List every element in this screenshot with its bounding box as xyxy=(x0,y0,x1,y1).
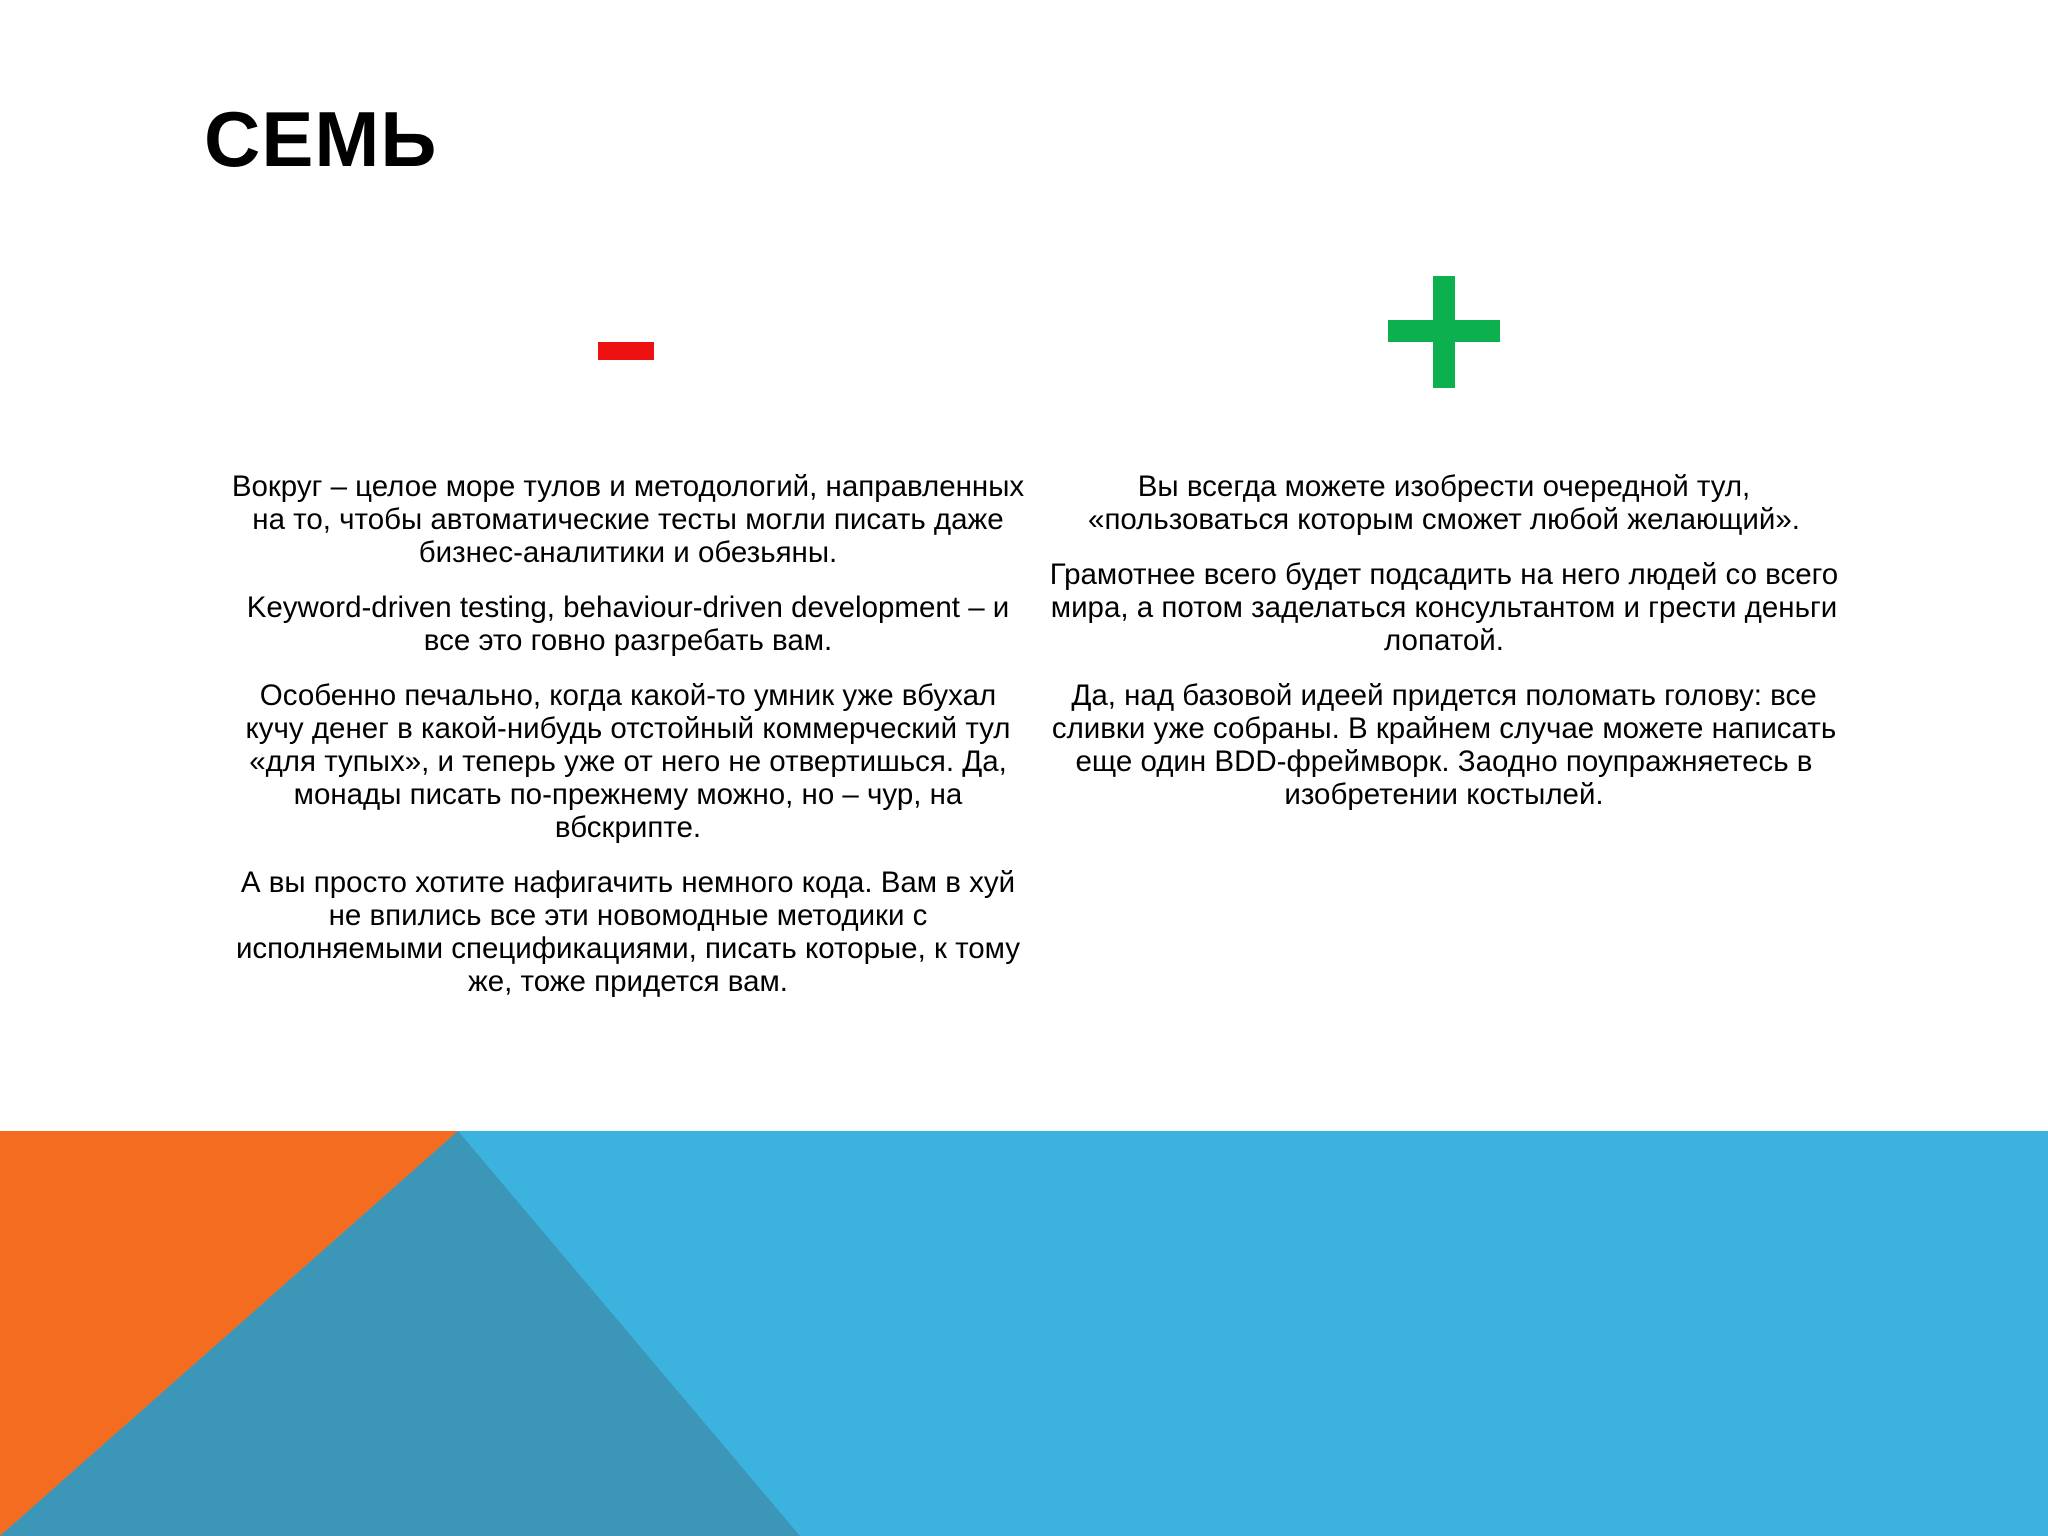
minus-icon xyxy=(598,342,654,360)
slide-title: СЕМЬ xyxy=(204,95,438,183)
cons-column xyxy=(228,470,1028,1020)
plus-icon-vertical-bar xyxy=(1433,276,1455,388)
cons-paragraph: Особенно печально, когда какой-то умник уже вбухал кучу денег в какой-нибудь отстойный коммерческий тул «для тупых», и теперь уже от него не отвертишься. Да, монады писать по-прежнему можно, но – чур, на вбскрипте. xyxy=(245,679,1011,844)
decorative-footer-band xyxy=(0,1131,2048,1536)
cons-paragraph: А вы просто хотите нафигачить немного кода. Вам в хуй не впились все эти новомодные методики с исполняемыми спецификациями, писать которые, к тому же, тоже придется вам. xyxy=(235,866,1021,998)
cons-paragraph: Вокруг – целое море тулов и методологий, направленных на то, чтобы автоматические тесты могли писать даже бизнес-аналитики и обезьяны. xyxy=(231,470,1025,569)
pros-paragraph: Вы всегда можете изобрести очередной тул, «пользоваться которым сможет любой желающий». xyxy=(1088,470,1800,536)
pros-paragraph: Да, над базовой идеей придется поломать голову: все сливки уже собраны. В крайнем случае можете написать еще один BDD-фреймворк. Заодно поупражняетесь в изобретении костылей. xyxy=(1051,679,1837,811)
pros-paragraph: Грамотнее всего будет подсадить на него людей со всего мира, а потом заделаться консультантом и грести деньги лопатой. xyxy=(1049,558,1839,657)
pros-column xyxy=(1040,470,1848,833)
cons-paragraph: Keyword-driven testing, behaviour-driven development – и все это говно разгребать вам. xyxy=(246,591,1010,657)
plus-icon xyxy=(1388,276,1500,388)
